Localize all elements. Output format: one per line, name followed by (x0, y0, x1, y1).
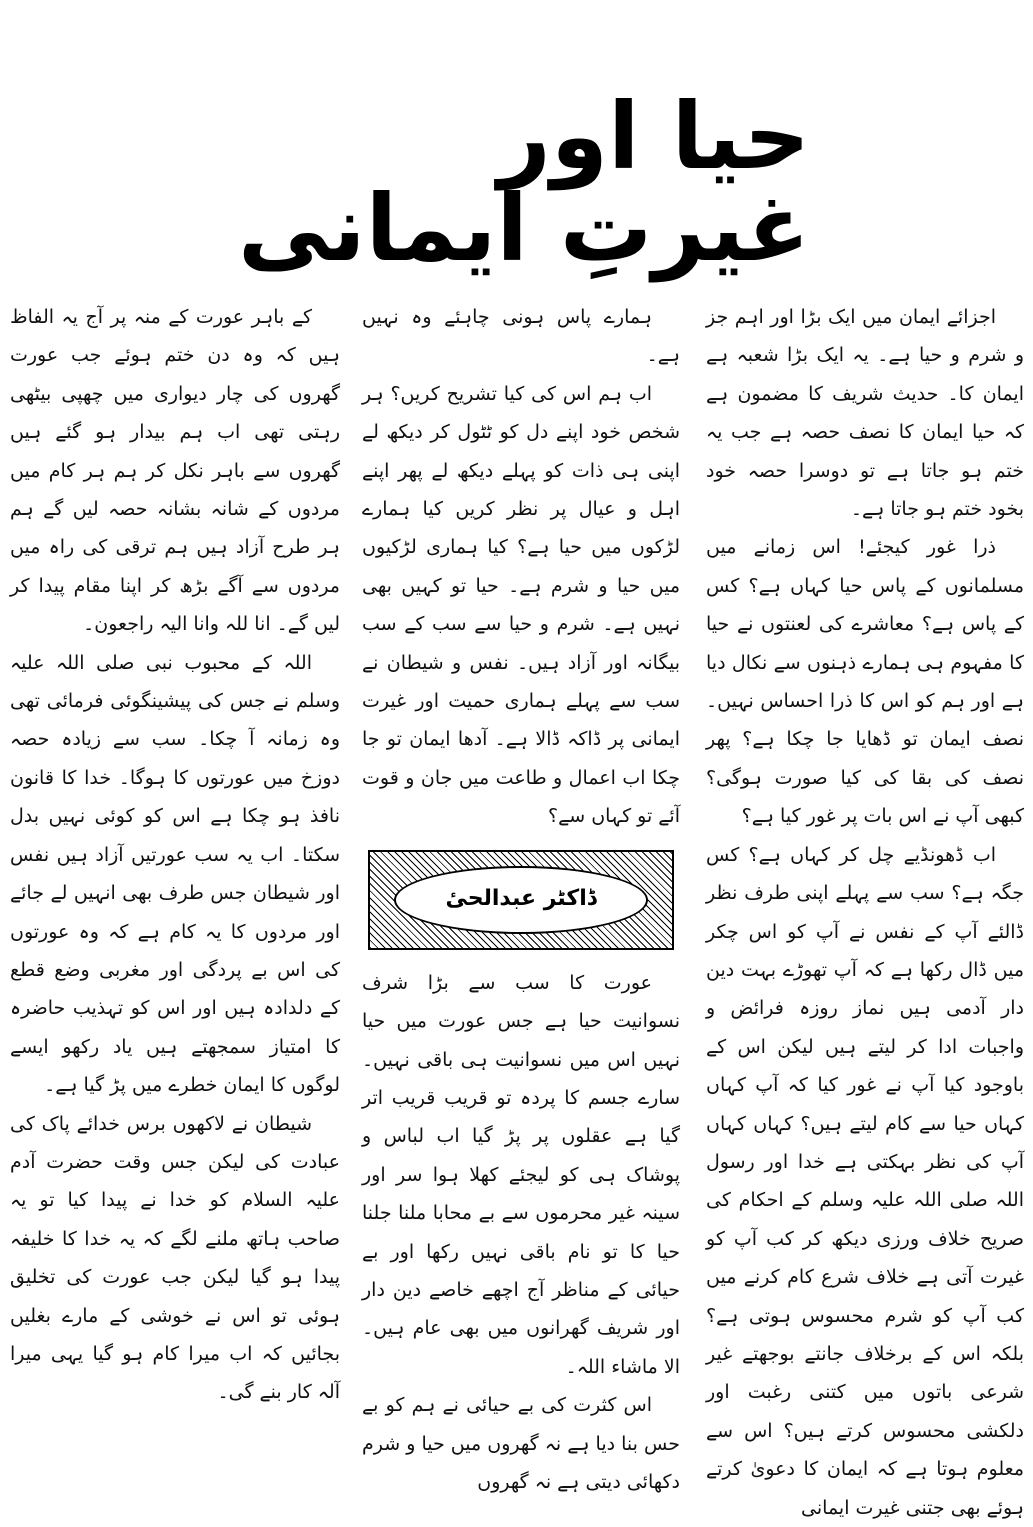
paragraph: کے باہر عورت کے منہ پر آج یہ الفاظ ہیں کہ وہ دن ختم ہوئے جب عورت گھروں کی چار دیواری میں چھپی بیٹھی رہتی تھی اب ہم بیدار ہو گئے ہیں گھروں سے باہر نکل کر ہم ہر کام میں مردوں کے شانہ بشانہ حصہ لیں گے ہم ہر طرح آزاد ہیں ہم ترقی کی راہ میں مردوں سے آگے بڑھ کر اپنا مقام پیدا کر لیں گے۔ انا للہ وانا الیہ راجعون۔ (10, 306, 340, 636)
author-byline-box (368, 850, 674, 950)
column-right (706, 298, 1024, 1519)
paragraph: اب ڈھونڈیے چل کر کہاں ہے؟ کس جگہ ہے؟ سب سے پہلے اپنی طرف نظر ڈالئے آپ کے نفس نے آپ کو اس چکر میں ڈال رکھا ہے کہ آپ تھوڑے بہت دین دار آدمی ہیں نماز روزہ فرائض و واجبات ادا کر لیتے ہیں لیکن اس کے باوجود کیا آپ نے غور کیا کہ آپ کہاں کہاں حیا سے کام لیتے ہیں؟ کہاں کہاں آپ کی نظر بہکتی ہے خدا اور رسول اللہ صلی اللہ علیہ وسلم کے احکام کی صریح خلاف ورزی دیکھ کر کب آپ کو غیرت آتی ہے خلاف شرع کام کرنے میں کب آپ کو شرم محسوس ہوتی ہے؟ بلکہ اس کے برخلاف جانتے بوجھتے غیر شرعی باتوں میں کتنی رغبت اور دلکشی محسوس کرتے ہیں؟ اس سے معلوم ہوتا ہے کہ ایمان کا دعویٰ کرتے ہوئے بھی جتنی غیرت ایمانی (706, 843, 1024, 1519)
column-left (10, 298, 340, 1404)
column-middle (362, 298, 680, 1493)
paragraph: عورت کا سب سے بڑا شرف نسوانیت حیا ہے جس عورت میں حیا نہیں اس میں نسوانیت ہی باقی نہیں۔ سارے جسم کا پردہ تو قریب قریب اتر گیا ہے عقلوں پر پڑ گیا اب لباس و پوشاک ہی کو لیجئے کھلا ہوا سر اور سینہ غیر محرموں سے بے محابا ملنا جلنا حیا کا تو نام باقی نہیں رکھا اور بے حیائی کے مناظر آج اچھے خاصے دین دار اور شریف گھرانوں میں بھی عام ہیں۔ الا ماشاء اللہ۔ (362, 971, 680, 1378)
paragraph: شیطان نے لاکھوں برس خدائے پاک کی عبادت کی لیکن جس وقت حضرت آدم علیہ السلام کو خدا نے پیدا کیا تو یہ صاحب ہاتھ ملنے لگے کہ یہ خدا کا خلیفہ پیدا ہو گیا لیکن جب عورت کی تخلیق ہوئی تو اس نے خوشی کے مارے بغلیں بجائیں کہ اب میرا کام ہو گیا یہی میرا آلہ کار بنے گی۔ (10, 1112, 340, 1404)
author-name: ڈاکٹر عبدالحیٔ (394, 866, 648, 934)
paragraph: ذرا غور کیجئے! اس زمانے میں مسلمانوں کے پاس حیا کہاں ہے؟ کس کے پاس ہے؟ معاشرے کی لعنتوں نے حیا کا مفہوم ہی ہمارے ذہنوں سے نکال دیا ہے اور ہم کو اس کا ذرا احساس نہیں۔ نصف ایمان تو ڈھایا جا چکا ہے؟ پھر نصف کی بقا کی کیا صورت ہوگی؟ کبھی آپ نے اس بات پر غور کیا ہے؟ (706, 536, 1024, 828)
paragraph: ہمارے پاس ہونی چاہئے وہ نہیں ہے۔ (362, 306, 680, 367)
article-title: حیا اور غیرتِ ایمانی (237, 83, 810, 282)
paragraph: اب ہم اس کی کیا تشریح کریں؟ ہر شخص خود اپنے دل کو ٹٹول کر دیکھ لے اپنی ہی ذات کو پہلے دیکھ لے پھر اپنے اہل و عیال پر نظر کریں کیا ہمارے لڑکوں میں حیا ہے؟ کیا ہماری لڑکیوں میں حیا و شرم ہے۔ حیا تو کہیں بھی نہیں ہے۔ شرم و حیا سے سب کے سب بیگانہ اور آزاد ہیں۔ نفس و شیطان نے سب سے پہلے ہماری حمیت اور غیرت ایمانی پر ڈاکہ ڈالا ہے۔ آدھا ایمان تو جا چکا اب اعمال و طاعت میں جان و قوت آئے تو کہاں سے؟ (362, 382, 680, 828)
paragraph: اس کثرت کی بے حیائی نے ہم کو بے حس بنا دیا ہے نہ گھروں میں حیا و شرم دکھائی دیتی ہے نہ گھروں (362, 1394, 680, 1493)
paragraph: اجزائے ایمان میں ایک بڑا اور اہم جز و شرم و حیا ہے۔ یہ ایک بڑا شعبہ ہے ایمان کا۔ حدیث شریف کا مضمون ہے کہ حیا ایمان کا نصف حصہ ہے جب یہ ختم ہو جاتا ہے تو دوسرا حصہ خود بخود ختم ہو جاتا ہے۔ (706, 306, 1024, 521)
paragraph: اللہ کے محبوب نبی صلی اللہ علیہ وسلم نے جس کی پیشینگوئی فرمائی تھی وہ زمانہ آ چکا۔ سب سے زیادہ حصہ دوزخ میں عورتوں کا ہوگا۔ خدا کا قانون نافذ ہو چکا ہے اس کو کوئی نہیں بدل سکتا۔ اب یہ سب عورتیں آزاد ہیں نفس اور شیطان جس طرف بھی انہیں لے جائے اور مردوں کا یہ کام ہے کہ وہ عورتوں کی اس بے پردگی اور مغربی وضع قطع کے دلدادہ ہیں اور اس کو تہذیب حاضرہ کا امتیاز سمجھتے ہیں یاد رکھو ایسے لوگوں کا ایمان خطرے میں پڑ گیا ہے۔ (10, 651, 340, 1097)
